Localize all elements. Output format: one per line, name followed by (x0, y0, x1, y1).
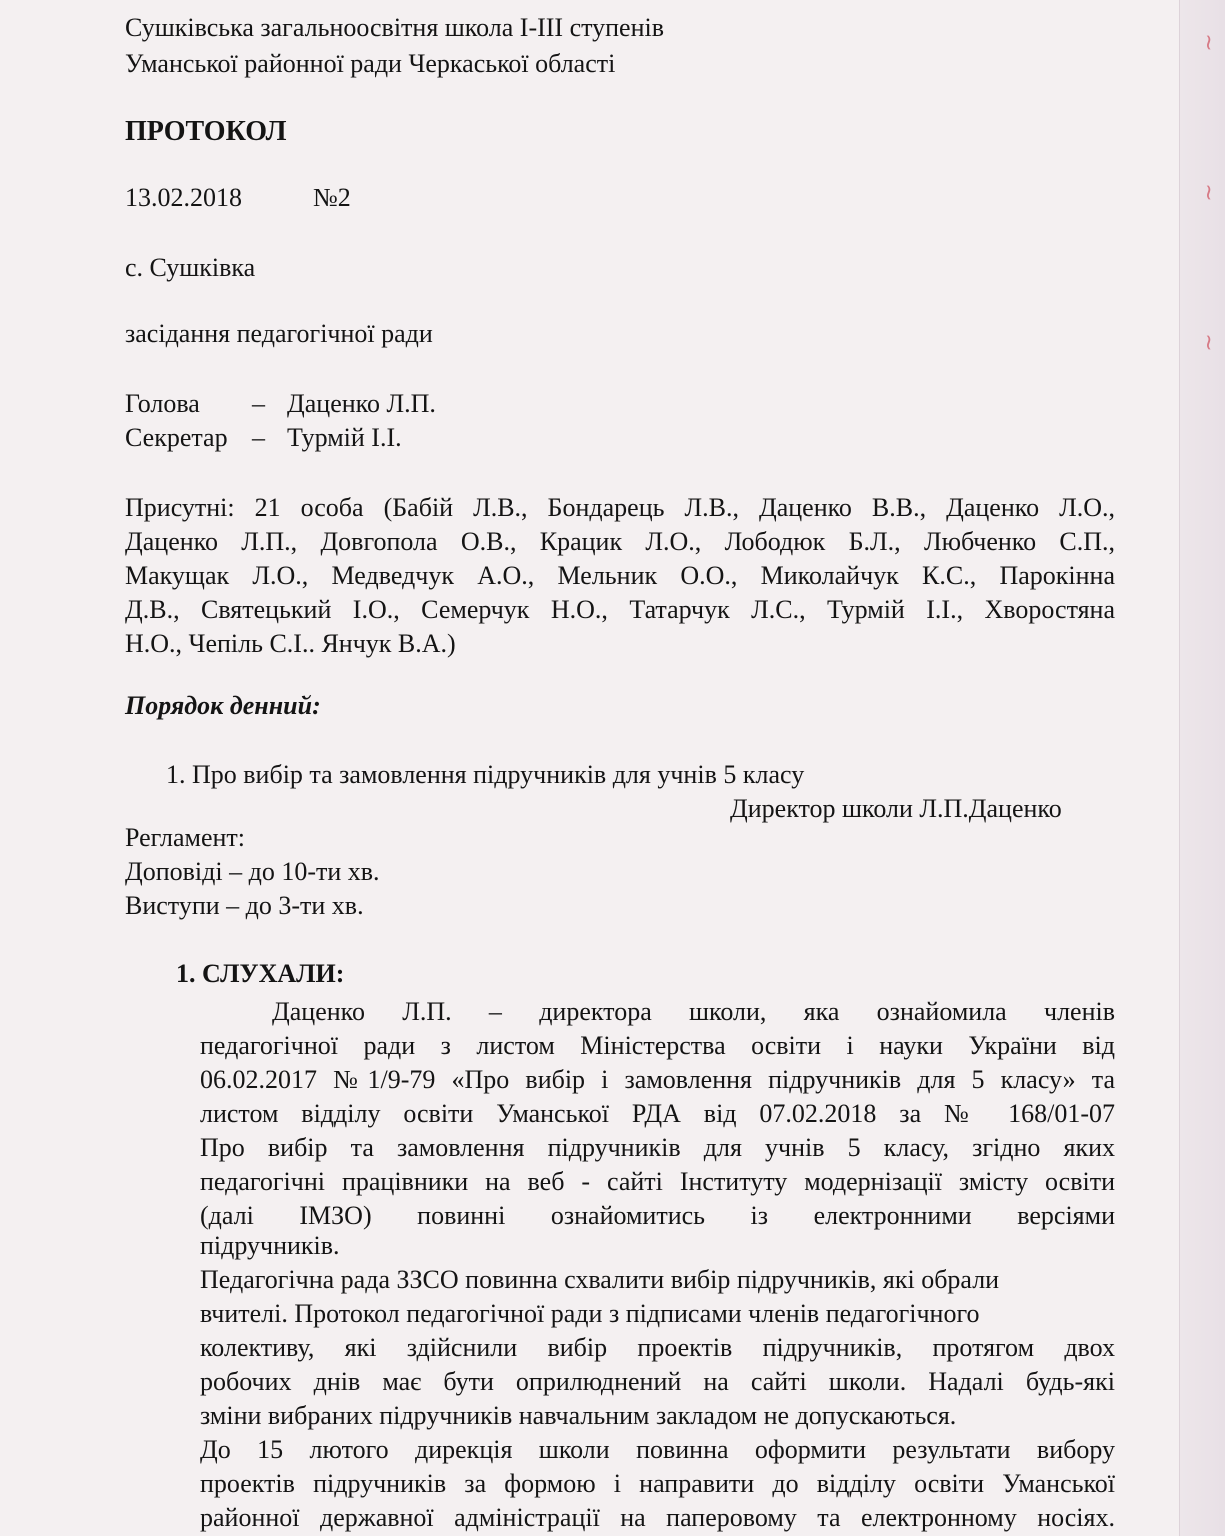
paragraph-line: зміни вибраних підручників навчальним закладом не допускаються. (200, 1401, 957, 1430)
agenda-item-1-speaker: Директор школи Л.П.Даценко (730, 794, 1062, 823)
paragraph-line: Даценко Л.П. – директора школи, яка ознайомила членів (272, 997, 1115, 1026)
section-heading-heard: 1. СЛУХАЛИ: (176, 959, 345, 988)
pen-mark: ~ (1195, 333, 1221, 352)
secretary-label: Секретар (125, 423, 228, 452)
paragraph-line: (далі ІМЗО) повинні ознайомитись із електронними версіями (200, 1201, 1115, 1230)
paragraph-line: листом відділу освіти Уманської РДА від 07.02.2018 за № 168/01-07 (200, 1099, 1115, 1128)
place: с. Сушківка (125, 253, 256, 282)
present-line: Н.О., Чепіль С.І.. Янчук В.А.) (125, 629, 456, 658)
paragraph-line: Про вибір та замовлення підручників для учнів 5 класу, згідно яких (200, 1133, 1115, 1162)
secretary-name: Турмій І.І. (287, 423, 402, 452)
pen-mark: ~ (1195, 33, 1221, 52)
present-line: Присутні: 21 особа (Бабій Л.В., Бондарець Л.В., Даценко В.В., Даценко Л.О., (125, 493, 1115, 522)
paragraph-line: колективу, які здійснили вибір проектів підручників, протягом двох (200, 1333, 1115, 1362)
paragraph-line: Педагогічна рада ЗЗСО повинна схвалити вибір підручників, які обрали (200, 1265, 1000, 1294)
secretary-dash: – (252, 423, 265, 452)
protocol-date: 13.02.2018 (125, 183, 242, 212)
paragraph-line: 06.02.2017 №1/9-79 «Про вибір і замовлення підручників для 5 класу» та (200, 1065, 1115, 1094)
paragraph-line: До 15 лютого дирекція школи повинна оформити результати вибору (200, 1435, 1115, 1464)
paragraph-line: педагогічні працівники на веб - сайті Інституту модернізації змісту освіти (200, 1167, 1115, 1196)
agenda-heading: Порядок денний: (125, 691, 321, 720)
regulation-reports: Доповіді – до 10-ти хв. (125, 857, 380, 886)
protocol-number: №2 (313, 183, 351, 212)
head-label: Голова (125, 389, 200, 418)
paragraph-line: педагогічної ради з листом Міністерства освіти і науки України від (200, 1031, 1115, 1060)
agenda-item-1: 1. Про вибір та замовлення підручників для учнів 5 класу (166, 760, 805, 789)
paragraph-line: вчителі. Протокол педагогічної ради з підписами членів педагогічного (200, 1299, 980, 1328)
school-name-line2: Уманської районної ради Черкаської області (125, 49, 616, 78)
paragraph-line: підручників. (200, 1231, 340, 1260)
paragraph-line: проектів підручників за формою і направити до відділу освіти Уманської (200, 1469, 1115, 1498)
school-name-line1: Сушківська загальноосвітня школа І-ІІІ ступенів (125, 13, 665, 42)
paragraph-line: робочих днів має бути оприлюднений на сайті школи. Надалі будь-які (200, 1367, 1115, 1396)
pen-mark: ~ (1195, 183, 1221, 202)
head-name: Даценко Л.П. (287, 389, 436, 418)
present-line: Даценко Л.П., Довгопола О.В., Крацик Л.О., Лободюк Б.Л., Любченко С.П., (125, 527, 1115, 556)
regulation-heading: Регламент: (125, 823, 246, 852)
meeting-type: засідання педагогічної ради (125, 319, 433, 348)
document-title: ПРОТОКОЛ (125, 116, 287, 147)
present-line: Д.В., Святецький І.О., Семерчук Н.О., Татарчук Л.С., Турмій І.І., Хворостяна (125, 595, 1115, 624)
present-line: Макущак Л.О., Медведчук А.О., Мельник О.О., Миколайчук К.С., Парокінна (125, 561, 1115, 590)
regulation-speeches: Виступи – до 3-ти хв. (125, 891, 364, 920)
paragraph-line: районної державної адміністрації на паперовому та електронному носіях. (200, 1503, 1115, 1532)
head-dash: – (252, 389, 265, 418)
page-edge (1179, 0, 1225, 1536)
